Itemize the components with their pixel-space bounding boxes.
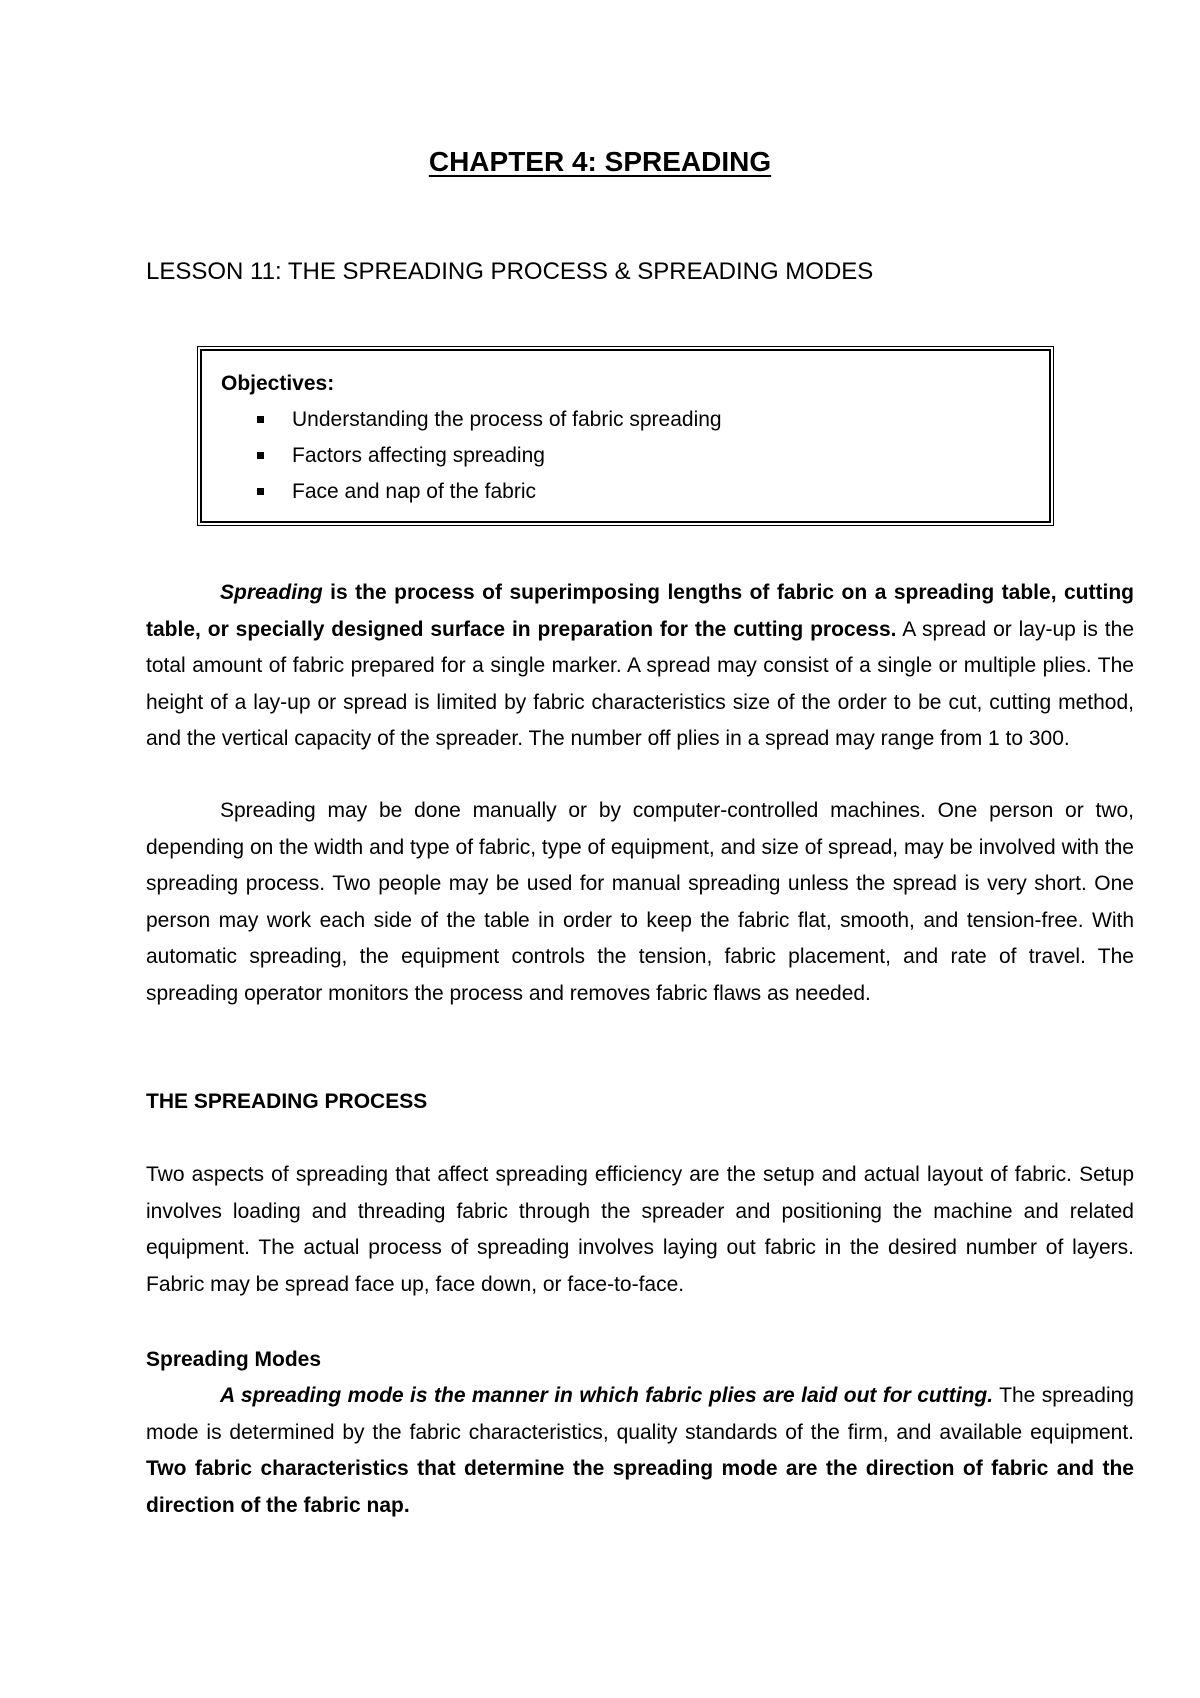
spreading-modes-paragraph	[146, 1378, 1134, 1524]
fabric-characteristics-statement: Two fabric characteristics that determine the spreading mode are the direction of fabric and the direction of the fabric nap.	[146, 1457, 1134, 1517]
spread-description: A spread or lay-up is the total amount of fabric prepared for a single marker. A spread may consist of a single or multiple plies. The height of a lay-up or spread is limited by fabric characteristics size of the order to be cut, cutting method, and the vertical capacity of the spreader. The number off plies in a spread may range from 1 to 300.	[146, 617, 1134, 750]
square-bullet-icon	[257, 416, 264, 423]
spreading-term: Spreading	[220, 581, 323, 604]
spreading-process-paragraph: Two aspects of spreading that affect spreading efficiency are the setup and actual layout of fabric. Setup involves loading and threading fabric through the spreader and positioning the machine and related equipment. The actual process of spreading involves laying out fabric in the desired number of layers. Fabric may be spread face up, face down, or face-to-face.	[146, 1163, 1134, 1296]
objectives-box	[197, 346, 1054, 526]
objectives-heading: Objectives:	[221, 372, 335, 395]
spreading-mode-definition: A spreading mode is the manner in which fabric plies are laid out for cutting.	[220, 1384, 994, 1407]
spreading-modes-heading: Spreading Modes	[146, 1348, 322, 1371]
objective-item: Factors affecting spreading	[221, 438, 722, 474]
spreading-mode-text: The spreading mode is determined by the fabric characteristics, quality standards of the firm, and available equipment.	[146, 1384, 1134, 1444]
manual-automatic-paragraph: Spreading may be done manually or by computer-controlled machines. One person or two, depending on the width and type of fabric, type of equipment, and size of spread, may be involved with the spreading process. Two people may be used for manual spreading unless the spread is very short. One person may work each side of the table in order to keep the fabric flat, smooth, and tension-free. With automatic spreading, the equipment controls the tension, fabric placement, and rate of travel. The spreading operator monitors the process and removes fabric flaws as needed.	[146, 799, 1134, 1005]
objective-item: Understanding the process of fabric spreading	[221, 402, 722, 438]
intro-paragraph	[146, 575, 1134, 758]
objective-item: Face and nap of the fabric	[221, 474, 722, 510]
lesson-title: LESSON 11: THE SPREADING PROCESS & SPREADING MODES	[146, 258, 874, 285]
chapter-title: CHAPTER 4: SPREADING	[428, 146, 772, 177]
spreading-process-heading: THE SPREADING PROCESS	[146, 1090, 428, 1113]
spreading-definition: is the process of superimposing lengths of fabric on a spreading table, cutting table, or specially designed surface in preparation for the cutting process.	[146, 581, 1134, 641]
square-bullet-icon	[257, 488, 264, 495]
square-bullet-icon	[257, 452, 264, 459]
objectives-list	[221, 402, 722, 510]
